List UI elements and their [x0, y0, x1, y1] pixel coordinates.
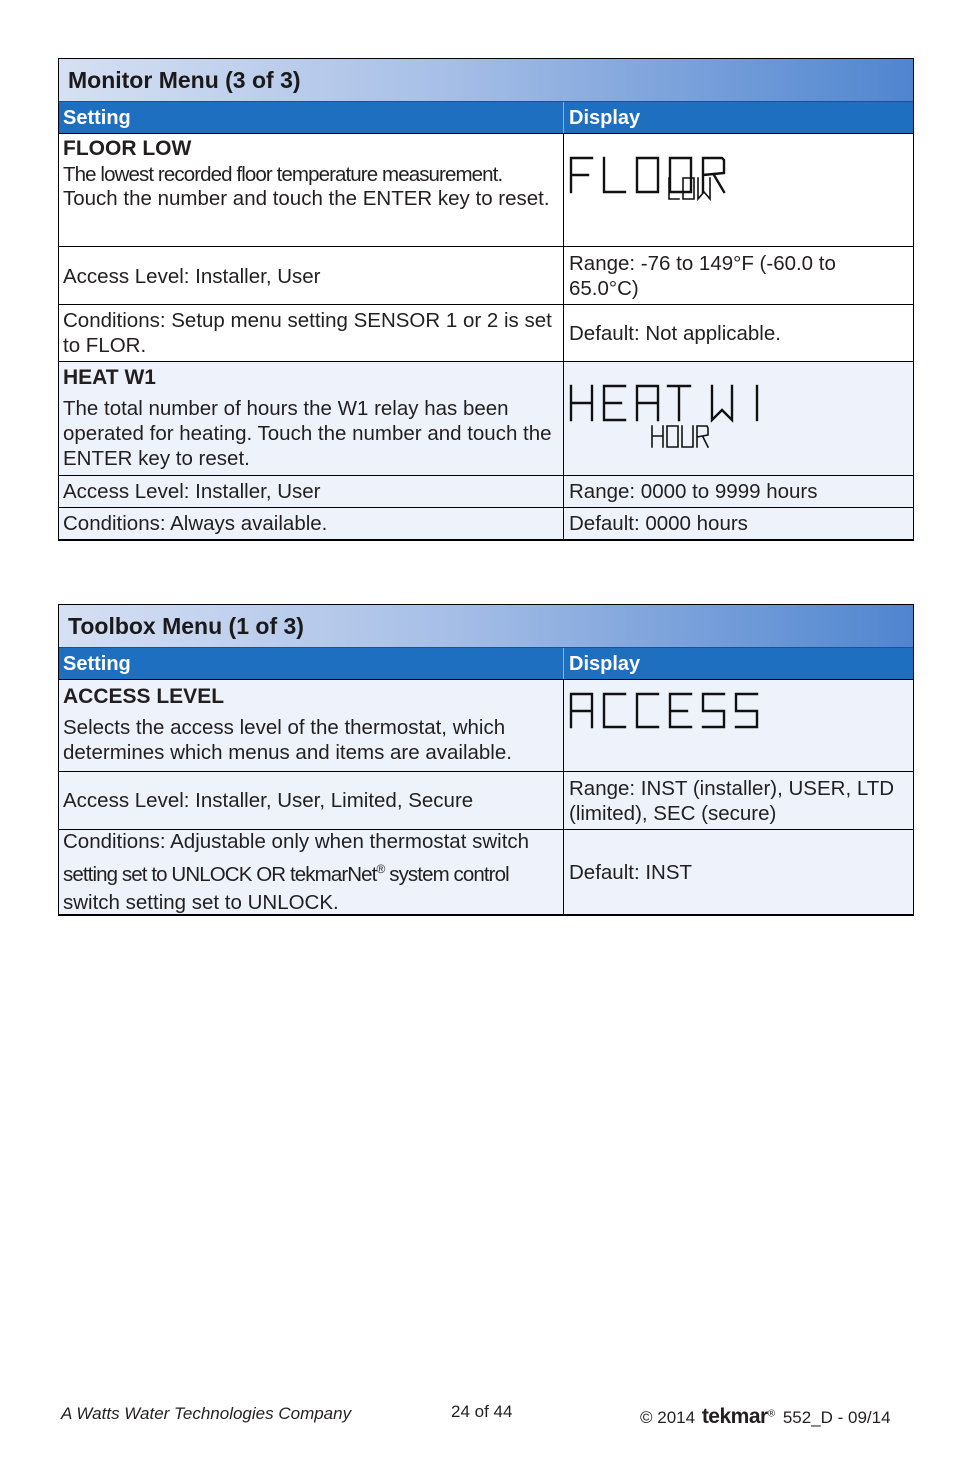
setting-row-access — [59, 247, 913, 305]
setting-name: ACCESS LEVEL — [63, 685, 225, 708]
conditions-text-part: system control — [384, 862, 509, 886]
setting-row-access — [59, 772, 913, 830]
range-text: Range: INST (installer), USER, LTD (limited), SEC (secure) — [569, 776, 895, 825]
lcd-display-heat-w1 — [564, 362, 913, 475]
lcd-display-access — [564, 680, 913, 771]
column-header-setting: Setting — [59, 102, 564, 133]
column-header-setting: Setting — [59, 648, 564, 679]
default-text: Default: Not applicable. — [569, 321, 781, 345]
footer-document-code: 552_D - 09/14 — [782, 1408, 891, 1427]
footer-company: A Watts Water Technologies Company — [61, 1404, 352, 1423]
setting-description: The total number of hours the W1 relay has been operated for heating. Touch the number and touch the ENTER key to reset. — [63, 397, 552, 470]
lcd-segment-graphic — [564, 680, 864, 770]
footer-right — [640, 1405, 891, 1429]
footer-copyright: © 2014 — [640, 1408, 696, 1427]
registered-mark: ® — [376, 862, 385, 877]
monitor-menu-table — [58, 58, 914, 541]
setting-row-floor-low — [59, 134, 913, 247]
conditions-text — [63, 829, 529, 915]
table-header — [59, 648, 913, 680]
conditions-text-part: setting set to UNLOCK OR tekmarNet — [63, 862, 377, 886]
setting-description-line: The lowest recorded floor temperature measurement. — [63, 163, 503, 186]
access-level-text: Access Level: Installer, User — [63, 480, 321, 503]
column-header-display: Display — [569, 653, 641, 675]
setting-row-conditions — [59, 830, 913, 914]
column-header-display: Display — [569, 107, 641, 129]
table-header — [59, 102, 913, 134]
conditions-text: Conditions: Setup menu setting SENSOR 1 or 2 is set to FLOR. — [63, 309, 552, 357]
default-text: Default: INST — [569, 860, 693, 884]
table-title: Monitor Menu (3 of 3) — [59, 59, 913, 102]
access-level-text: Access Level: Installer, User — [63, 265, 321, 288]
conditions-line — [63, 854, 529, 890]
range-text: Range: -76 to 149°F (-60.0 to 65.0°C) — [569, 251, 836, 300]
table-title: Toolbox Menu (1 of 3) — [59, 605, 913, 648]
brand-logo: tekmar — [701, 1405, 768, 1428]
setting-description: Selects the access level of the thermostat, which determines which menus and items are available. — [63, 716, 512, 764]
setting-row-conditions — [59, 508, 913, 539]
conditions-text: Conditions: Always available. — [63, 512, 328, 535]
setting-row-conditions — [59, 305, 913, 362]
setting-row-access — [59, 476, 913, 508]
default-text: Default: 0000 hours — [569, 512, 748, 535]
setting-row-heat-w1 — [59, 362, 913, 476]
lcd-segment-graphic — [564, 362, 864, 474]
conditions-line: switch setting set to UNLOCK. — [63, 890, 339, 914]
conditions-line: Conditions: Adjustable only when thermostat switch — [63, 830, 530, 854]
setting-name: HEAT W1 — [63, 366, 156, 389]
lcd-segment-graphic — [564, 134, 864, 246]
toolbox-menu-table — [58, 604, 914, 916]
setting-description-line: Touch the number and touch the ENTER key to reset. — [63, 187, 550, 210]
lcd-display-floor-low — [564, 134, 913, 246]
footer-page-number: 24 of 44 — [451, 1402, 513, 1421]
brand-registered-mark: ® — [767, 1408, 776, 1420]
access-level-text: Access Level: Installer, User, Limited, Secure — [63, 789, 474, 812]
setting-name: FLOOR LOW — [63, 137, 192, 160]
setting-row-access-level — [59, 680, 913, 772]
range-text: Range: 0000 to 9999 hours — [569, 480, 818, 503]
